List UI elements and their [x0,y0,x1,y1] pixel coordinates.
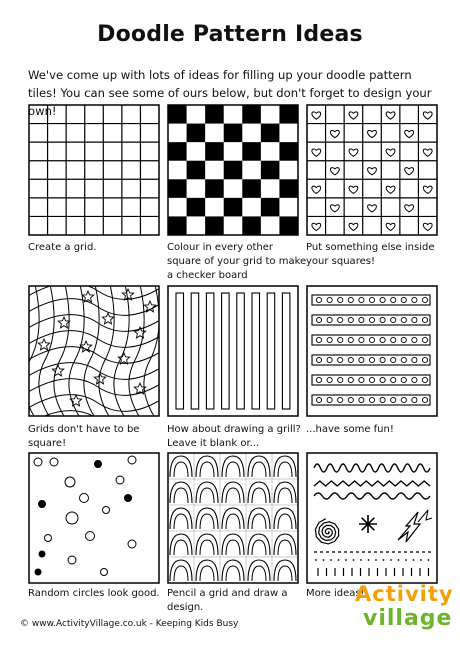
grid-pattern [28,104,160,236]
caption-more-ideas: More ideas! [306,588,365,599]
tile-wavy-grid [28,285,160,417]
checker-pattern [167,104,299,236]
arches-pattern [167,452,299,584]
tile-more-ideas [306,452,438,584]
footer-text: © www.ActivityVillage.co.uk - Keeping Kids Busy [20,619,239,629]
caption-grill: How about drawing a grill? Leave it blank or... [167,424,301,449]
tile-circles [28,452,160,584]
intro-text: We've come up with lots of ideas for filling up your doodle pattern tiles! You can see some of ours below, but don't forget to design your own! [28,68,432,118]
grill-pattern [167,285,299,417]
caption-pencil-grid: Pencil a grid and draw a design. [167,588,288,613]
caption-circles: Random circles look good. [28,588,160,599]
tile-fun [306,285,438,417]
activity-village-logo [355,582,455,642]
caption-hearts: Put something else inside your squares! [306,242,435,267]
page-title: Doodle Pattern Ideas [97,22,363,47]
caption-grid: Create a grid. [28,242,97,253]
fun-pattern [306,285,438,417]
tile-checker [167,104,299,236]
logo-line-2: village [363,606,453,631]
more-ideas-pattern [306,452,438,584]
wavy-grid-pattern [28,285,160,417]
logo-line-1: Activity [355,582,454,606]
circles-pattern [28,452,160,584]
tile-grid [28,104,160,236]
tile-grill [167,285,299,417]
tile-hearts [306,104,438,236]
caption-checker: Colour in every other square of your grid to make a checker board [167,242,307,281]
hearts-pattern [306,104,438,236]
tile-pencil-grid [167,452,299,584]
caption-wavy-grid: Grids don't have to be square! [28,424,140,449]
caption-fun: ...have some fun! [306,424,394,435]
